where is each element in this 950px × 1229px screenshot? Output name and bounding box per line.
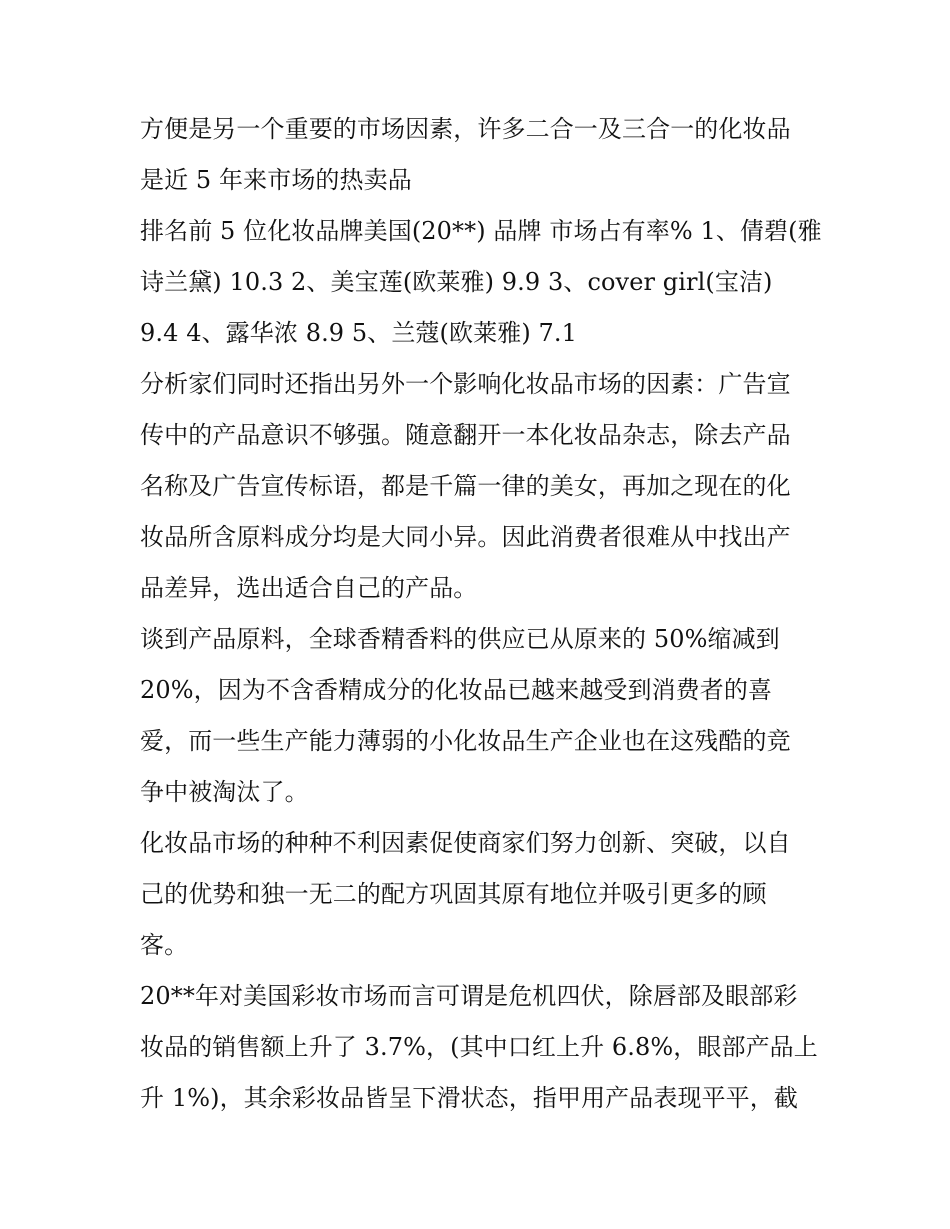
text-line: 20%，因为不含香精成分的化妆品已越来越受到消费者的喜 xyxy=(140,676,773,704)
text-line: 己的优势和独一无二的配方巩固其原有地位并吸引更多的顾 xyxy=(140,880,767,908)
text-line: 分析家们同时还指出另外一个影响化妆品市场的因素：广告宣 xyxy=(140,370,791,398)
text-line: 谈到产品原料，全球香精香料的供应已从原来的 50%缩减到 xyxy=(140,625,780,653)
text-line: 传中的产品意识不够强。随意翻开一本化妆品杂志，除去产品 xyxy=(140,421,791,449)
text-line: 诗兰黛) 10.3 2、美宝莲(欧莱雅) 9.9 3、cover girl(宝洁) xyxy=(140,268,773,296)
text-line: 方便是另一个重要的市场因素，许多二合一及三合一的化妆品 xyxy=(140,115,791,143)
text-line: 品差异，选出适合自己的产品。 xyxy=(140,574,478,602)
text-line: 化妆品市场的种种不利因素促使商家们努力创新、突破，以自 xyxy=(140,829,791,857)
text-line: 排名前 5 位化妆品牌美国(20**) 品牌 市场占有率% 1、倩碧(雅 xyxy=(140,217,822,245)
text-line: 名称及广告宣传标语，都是千篇一律的美女，再加之现在的化 xyxy=(140,472,791,500)
text-line: 9.4 4、露华浓 8.9 5、兰蔻(欧莱雅) 7.1 xyxy=(140,319,577,347)
text-line: 妆品所含原料成分均是大同小异。因此消费者很难从中找出产 xyxy=(140,523,791,551)
text-line: 升 1%)，其余彩妆品皆呈下滑状态，指甲用产品表现平平，截 xyxy=(140,1084,798,1112)
text-line: 爱，而一些生产能力薄弱的小化妆品生产企业也在这残酷的竞 xyxy=(140,727,791,755)
text-line: 争中被淘汰了。 xyxy=(140,778,309,806)
text-line: 是近 5 年来市场的热卖品 xyxy=(140,166,412,194)
text-line: 20**年对美国彩妆市场而言可谓是危机四伏，除唇部及眼部彩 xyxy=(140,982,798,1010)
document-text-block xyxy=(140,104,820,1124)
text-line: 客。 xyxy=(140,931,189,959)
text-line: 妆品的销售额上升了 3.7%，(其中口红上升 6.8%，眼部产品上 xyxy=(140,1033,818,1061)
